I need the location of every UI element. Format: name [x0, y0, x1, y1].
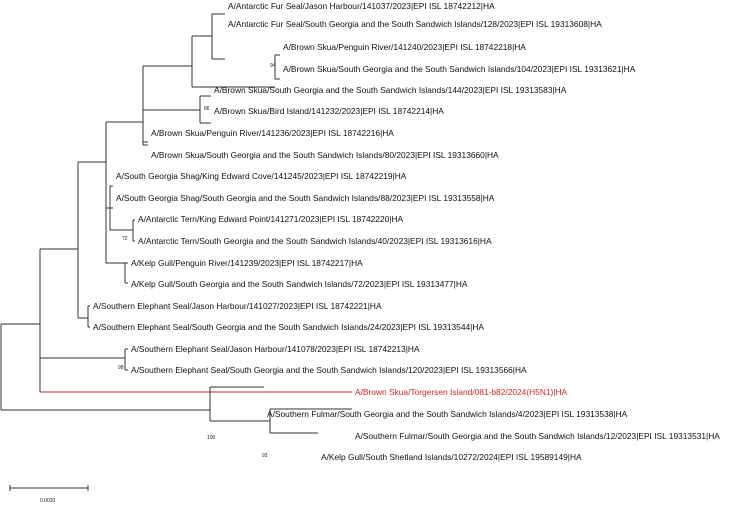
leaf-label: A/Southern Fulmar/South Georgia and the South Sandwich Islands/12/2023|EPI ISL 19313531|HA: [355, 431, 720, 441]
leaf-label: A/Southern Elephant Seal/South Georgia and the South Sandwich Islands/120/2023|EPI ISL 19313566|HA: [131, 365, 527, 375]
support-value: 72: [122, 236, 128, 242]
support-value: 94: [270, 63, 276, 69]
scale-bar-label: 0.0020: [40, 498, 56, 504]
leaf-label: A/South Georgia Shag/King Edward Cove/141245/2023|EPI ISL 18742219|HA: [116, 171, 407, 181]
leaf-label: A/Antarctic Tern/South Georgia and the South Sandwich Islands/40/2023|EPI ISL 19313616|HA: [138, 236, 492, 246]
leaf-label: A/Brown Skua/Penguin River/141236/2023|EPI ISL 18742216|HA: [151, 128, 394, 138]
branch-elephant-cherry: [88, 306, 90, 327]
leaf-label-highlighted: A/Brown Skua/Torgersen Island/081-b82/2024(H5N1)|HA: [355, 387, 568, 397]
scale-bar-line: [10, 485, 88, 491]
branch-fur-cherry: [212, 14, 225, 59]
leaf-label: A/South Georgia Shag/South Georgia and the South Sandwich Islands/88/2023|EPI ISL 19313558|HA: [116, 193, 495, 203]
leaf-label: A/Kelp Gull/Penguin River/141239/2023|EPI ISL 18742217|HA: [131, 258, 363, 268]
branch-elephant98-cherry: [125, 349, 128, 370]
leaf-label: A/Brown Skua/South Georgia and the South Sandwich Islands/104/2023|EPI ISL 19313621|HA: [283, 64, 636, 74]
leaf-label: A/Antarctic Fur Seal/Jason Harbour/141037/2023|EPI ISL 18742212|HA: [228, 1, 495, 11]
support-value: 86: [204, 106, 210, 112]
support-value: 98: [118, 365, 124, 371]
branch-kelp-cherry: [125, 263, 128, 283]
branch-tern-cherry: [133, 220, 135, 241]
leaf-label: A/Kelp Gull/South Shetland Islands/10272/2024|EPI ISL 19589149|HA: [321, 452, 582, 462]
scale-bar: [10, 485, 88, 504]
leaf-label: A/Brown Skua/Penguin River/141240/2023|EPI ISL 18742218|HA: [283, 42, 526, 52]
leaf-label: A/Antarctic Fur Seal/South Georgia and the South Sandwich Islands/128/2023|EPI ISL 19313608|HA: [228, 19, 602, 29]
leaf-label: A/Kelp Gull/South Georgia and the South Sandwich Islands/72/2023|EPI ISL 19313477|HA: [131, 279, 468, 289]
leaf-label: A/Brown Skua/South Georgia and the South Sandwich Islands/80/2023|EPI ISL 19313660|HA: [151, 150, 499, 160]
support-value: 100: [207, 435, 216, 441]
leaf-label: A/Southern Elephant Seal/South Georgia and the South Sandwich Islands/24/2023|EPI ISL 19313544|HA: [93, 322, 484, 332]
leaf-label: A/Southern Elephant Seal/Jason Harbour/141027/2023|EPI ISL 18742221|HA: [93, 301, 382, 311]
leaf-label: A/Brown Skua/Bird Island/141232/2023|EPI ISL 18742214|HA: [214, 106, 444, 116]
leaf-label: A/Southern Fulmar/South Georgia and the South Sandwich Islands/4/2023|EPI ISL 19313538|HA: [267, 409, 628, 419]
leaf-label: A/Brown Skua/South Georgia and the South Sandwich Islands/144/2023|EPI ISL 19313583|HA: [214, 85, 567, 95]
support-value: 93: [262, 453, 268, 459]
leaf-label: A/Antarctic Tern/King Edward Point/141271/2023|EPI ISL 18742220|HA: [138, 214, 404, 224]
branch-skua94-cherry: [275, 55, 280, 79]
leaf-labels: [93, 1, 720, 462]
leaf-label: A/Southern Elephant Seal/Jason Harbour/141078/2023|EPI ISL 18742213|HA: [131, 344, 420, 354]
